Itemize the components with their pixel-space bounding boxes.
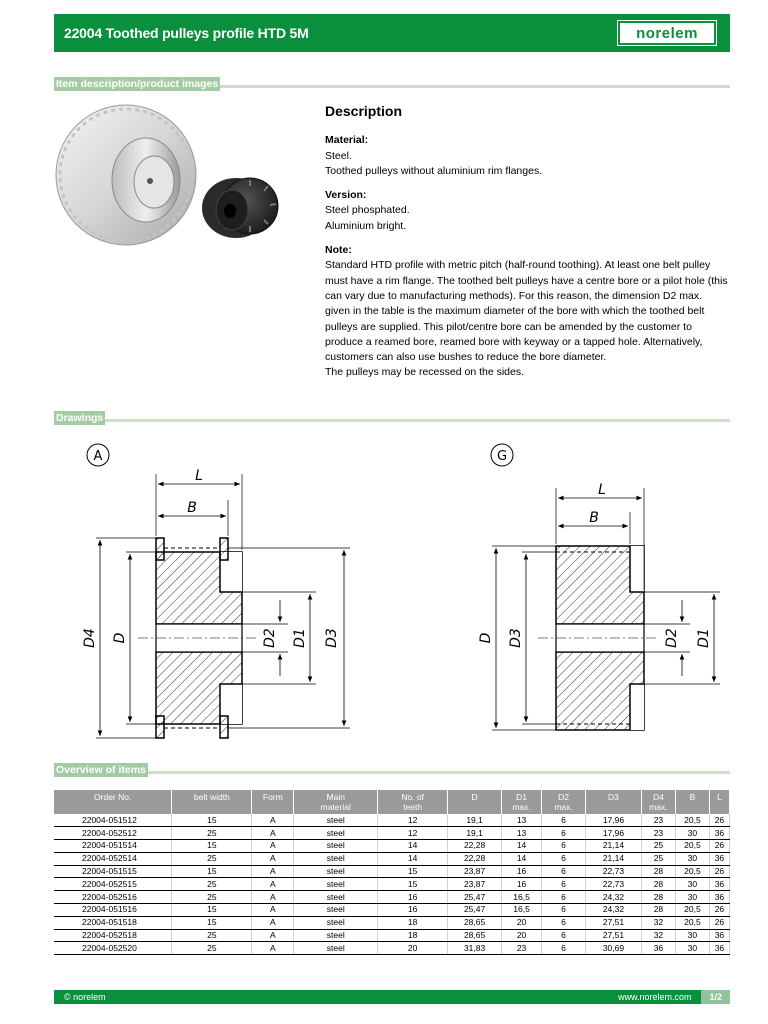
table-cell: 13	[502, 827, 542, 840]
table-cell: 25	[172, 891, 252, 904]
table-cell: 6	[542, 904, 586, 917]
table-cell: 22,28	[448, 840, 502, 853]
table-cell: 30	[675, 878, 709, 891]
footer-copyright: © norelem	[64, 992, 106, 1002]
table-cell: steel	[294, 891, 378, 904]
table-cell: 20,5	[675, 865, 709, 878]
table-cell: 36	[709, 827, 729, 840]
table-cell: steel	[294, 814, 378, 827]
dim-label-D: D	[112, 632, 128, 644]
table-cell: steel	[294, 878, 378, 891]
table-cell: 12	[378, 814, 448, 827]
table-cell: 36	[709, 929, 729, 942]
table-cell: 20	[378, 942, 448, 955]
table-cell: steel	[294, 904, 378, 917]
table-cell: 26	[709, 814, 729, 827]
table-cell: steel	[294, 916, 378, 929]
dim-label-L: L	[195, 468, 203, 484]
table-cell: A	[252, 827, 294, 840]
column-header-line: max.	[649, 802, 668, 812]
column-header	[294, 790, 378, 814]
table-cell: 22004-051515	[54, 865, 172, 878]
table-cell: 6	[542, 852, 586, 865]
dim-label-B: B	[589, 510, 599, 526]
table-cell: 14	[502, 840, 542, 853]
table-cell: 23	[641, 814, 675, 827]
table-cell: 28,65	[448, 929, 502, 942]
material-label: Material:	[325, 134, 369, 147]
drawing-form-g	[478, 440, 728, 755]
table-cell: 16,5	[502, 904, 542, 917]
table-cell: 22004-052514	[54, 852, 172, 865]
section-item-description	[54, 74, 730, 88]
table-cell: 24,32	[586, 891, 642, 904]
table-cell: 25	[172, 827, 252, 840]
dim-label-D4: D4	[82, 628, 98, 648]
table-row	[54, 929, 730, 942]
column-header	[675, 790, 709, 814]
material-line: Toothed pulleys without aluminium rim flanges.	[325, 164, 543, 177]
table-row	[54, 904, 730, 917]
table-cell: steel	[294, 840, 378, 853]
table-cell: 25	[172, 929, 252, 942]
norelem-logo	[618, 21, 716, 45]
table-cell: 22004-051516	[54, 904, 172, 917]
table-cell: 36	[709, 891, 729, 904]
column-header	[542, 790, 586, 814]
table-cell: 28	[641, 865, 675, 878]
table-cell: 26	[709, 916, 729, 929]
table-cell: 15	[172, 865, 252, 878]
table-cell: 22004-051518	[54, 916, 172, 929]
table-cell: A	[252, 814, 294, 827]
table-cell: steel	[294, 942, 378, 955]
table-cell: 19,1	[448, 827, 502, 840]
column-header	[54, 790, 172, 814]
table-cell: A	[252, 852, 294, 865]
table-cell: 18	[378, 929, 448, 942]
dim-label-D: D	[478, 632, 494, 644]
table-cell: 26	[709, 865, 729, 878]
column-header-line: max.	[512, 802, 531, 812]
table-cell: 20,5	[675, 916, 709, 929]
table-cell: 15	[172, 814, 252, 827]
column-header-line: teeth	[403, 802, 423, 812]
table-cell: 23,87	[448, 878, 502, 891]
table-cell: 22004-052515	[54, 878, 172, 891]
table-cell: 19,1	[448, 814, 502, 827]
table-cell: A	[252, 904, 294, 917]
table-cell: 23	[641, 827, 675, 840]
table-cell: 6	[542, 929, 586, 942]
table-cell: 30,69	[586, 942, 642, 955]
dim-label-D3: D3	[508, 628, 524, 648]
table-cell: 15	[172, 916, 252, 929]
table-cell: 25	[641, 852, 675, 865]
table-cell: 25	[172, 942, 252, 955]
table-body	[54, 814, 730, 955]
table-row	[54, 891, 730, 904]
table-cell: 21,14	[586, 840, 642, 853]
table-cell: 16	[502, 878, 542, 891]
table-row	[54, 827, 730, 840]
table-cell: 20	[502, 916, 542, 929]
table-cell: 30	[675, 891, 709, 904]
note-text-2: The pulleys may be recessed on the sides.	[325, 366, 525, 379]
dim-label-D3: D3	[324, 628, 340, 648]
table-cell: 30	[675, 929, 709, 942]
table-cell: A	[252, 942, 294, 955]
dim-label-D2: D2	[262, 628, 278, 648]
description-block	[325, 104, 730, 381]
table-cell: 6	[542, 942, 586, 955]
table-cell: 22004-051514	[54, 840, 172, 853]
table-row	[54, 840, 730, 853]
dim-label-B: B	[187, 500, 197, 516]
table-cell: 20,5	[675, 814, 709, 827]
items-table	[54, 790, 730, 955]
table-cell: 25,47	[448, 904, 502, 917]
table-cell: 15	[172, 904, 252, 917]
table-cell: 20,5	[675, 840, 709, 853]
table-cell: 30	[675, 827, 709, 840]
section-label: Drawings	[56, 412, 104, 424]
column-header	[586, 790, 642, 814]
dim-label-D2: D2	[664, 628, 680, 648]
table-cell: 25	[641, 840, 675, 853]
table-cell: 28,65	[448, 916, 502, 929]
table-cell: 13	[502, 814, 542, 827]
table-cell: 6	[542, 814, 586, 827]
table-cell: 36	[709, 878, 729, 891]
title-bar	[54, 14, 730, 52]
dim-label-L: L	[598, 482, 606, 498]
table-cell: 17,96	[586, 814, 642, 827]
table-cell: 15	[378, 878, 448, 891]
small-pulley	[202, 178, 278, 238]
version-line: Aluminium bright.	[325, 219, 407, 232]
footer-bar	[54, 990, 730, 1004]
table-cell: 22004-052520	[54, 942, 172, 955]
table-cell: 6	[542, 878, 586, 891]
page-title: 22004 Toothed pulleys profile HTD 5M	[64, 25, 309, 41]
table-cell: 16,5	[502, 891, 542, 904]
table-header-row	[54, 790, 730, 814]
table-cell: 32	[641, 916, 675, 929]
table-cell: 14	[378, 852, 448, 865]
table-cell: A	[252, 916, 294, 929]
table-cell: 20	[502, 929, 542, 942]
column-header-line: max.	[554, 802, 573, 812]
table-cell: 36	[641, 942, 675, 955]
table-cell: 6	[542, 827, 586, 840]
table-cell: steel	[294, 827, 378, 840]
column-header-line: Order No.	[94, 792, 132, 802]
table-cell: 25,47	[448, 891, 502, 904]
note-text: Standard HTD profile with metric pitch (half-round toothing). At least one belt pulley must have a rim flange. The toothed belt pulleys have a centre bore or a pilot hole (this can vary due to manufacturing methods). For this reason, the dimension D2 max. given in the table is the maximum diameter of the bore with which the toothed belt pulleys are supplied. This pilot/centre bore can be amended by the customer to produce a reamed bore, reamed bore with keyway or a tapped hole. Alternatively, customers can also use bushes to reduce the bore diameter.	[325, 259, 728, 364]
table-cell: 22004-052518	[54, 929, 172, 942]
material-line: Steel.	[325, 149, 352, 162]
drawing-form-a	[78, 440, 368, 755]
dim-label-D1: D1	[696, 628, 712, 648]
column-header-line: D	[471, 792, 478, 802]
section-label: Item description/product images	[56, 78, 219, 90]
table-cell: 6	[542, 916, 586, 929]
table-cell: 25	[172, 878, 252, 891]
table-cell: 30	[675, 852, 709, 865]
section-label: Overview of items	[56, 764, 146, 776]
column-header-line: D1	[516, 792, 527, 802]
table-cell: 22,73	[586, 878, 642, 891]
table-cell: 21,14	[586, 852, 642, 865]
table-row	[54, 814, 730, 827]
table-cell: 30	[675, 942, 709, 955]
table-cell: A	[252, 929, 294, 942]
large-pulley	[56, 105, 196, 245]
table-cell: 18	[378, 916, 448, 929]
column-header-line: material	[320, 802, 351, 812]
note-label: Note:	[325, 244, 352, 257]
version-label: Version:	[325, 189, 367, 202]
column-header	[378, 790, 448, 814]
table-cell: A	[252, 891, 294, 904]
table-cell: 16	[378, 904, 448, 917]
column-header	[252, 790, 294, 814]
column-header-line: D4	[653, 792, 664, 802]
form-label: A	[93, 449, 103, 464]
table-cell: 6	[542, 840, 586, 853]
table-cell: 14	[378, 840, 448, 853]
table-cell: A	[252, 865, 294, 878]
table-cell: 14	[502, 852, 542, 865]
table-cell: steel	[294, 929, 378, 942]
table-row	[54, 865, 730, 878]
table-cell: 15	[172, 840, 252, 853]
table-cell: A	[252, 840, 294, 853]
table-cell: 6	[542, 865, 586, 878]
column-header-line: No. of	[401, 792, 424, 802]
product-image	[54, 100, 314, 250]
table-cell: 23,87	[448, 865, 502, 878]
table-row	[54, 942, 730, 955]
logo-text: norelem	[636, 24, 698, 42]
table-cell: 20,5	[675, 904, 709, 917]
column-header-line: Form	[262, 792, 283, 802]
table-cell: 28	[641, 878, 675, 891]
table-row	[54, 916, 730, 929]
dim-label-D1: D1	[292, 628, 308, 648]
table-cell: 36	[709, 942, 729, 955]
column-header	[709, 790, 729, 814]
table-cell: 6	[542, 891, 586, 904]
table-cell: 22004-052512	[54, 827, 172, 840]
table-cell: 12	[378, 827, 448, 840]
table-cell: 22,73	[586, 865, 642, 878]
table-cell: 28	[641, 904, 675, 917]
table-cell: 26	[709, 840, 729, 853]
column-header-line: B	[689, 792, 696, 802]
table-cell: 24,32	[586, 904, 642, 917]
section-drawings	[54, 408, 730, 422]
version-line: Steel phosphated.	[325, 204, 410, 217]
table-cell: 22,28	[448, 852, 502, 865]
table-cell: 15	[378, 865, 448, 878]
table-cell: 22004-051512	[54, 814, 172, 827]
table-cell: 36	[709, 852, 729, 865]
table-cell: steel	[294, 865, 378, 878]
table-cell: 32	[641, 929, 675, 942]
column-header-line: D3	[608, 792, 619, 802]
table-cell: 23	[502, 942, 542, 955]
table-cell: 22004-052516	[54, 891, 172, 904]
table-row	[54, 878, 730, 891]
table-cell: 31,83	[448, 942, 502, 955]
column-header-line: Main	[326, 792, 345, 802]
column-header-line: belt width	[193, 792, 230, 802]
column-header	[448, 790, 502, 814]
footer-url[interactable]: www.norelem.com	[617, 992, 692, 1002]
description-heading: Description	[325, 103, 403, 119]
column-header	[172, 790, 252, 814]
table-cell: 25	[172, 852, 252, 865]
table-cell: 17,96	[586, 827, 642, 840]
table-cell: 28	[641, 891, 675, 904]
table-cell: 16	[502, 865, 542, 878]
table-cell: 27,51	[586, 929, 642, 942]
column-header-line: L	[717, 792, 722, 802]
table-cell: steel	[294, 852, 378, 865]
page-number: 1/2	[701, 990, 730, 1004]
table-cell: 16	[378, 891, 448, 904]
section-overview	[54, 760, 730, 774]
table-cell: 26	[709, 904, 729, 917]
form-label: G	[496, 449, 508, 464]
column-header	[502, 790, 542, 814]
table-cell: 27,51	[586, 916, 642, 929]
table-row	[54, 852, 730, 865]
column-header-line: D2	[558, 792, 569, 802]
column-header	[641, 790, 675, 814]
table-cell: A	[252, 878, 294, 891]
